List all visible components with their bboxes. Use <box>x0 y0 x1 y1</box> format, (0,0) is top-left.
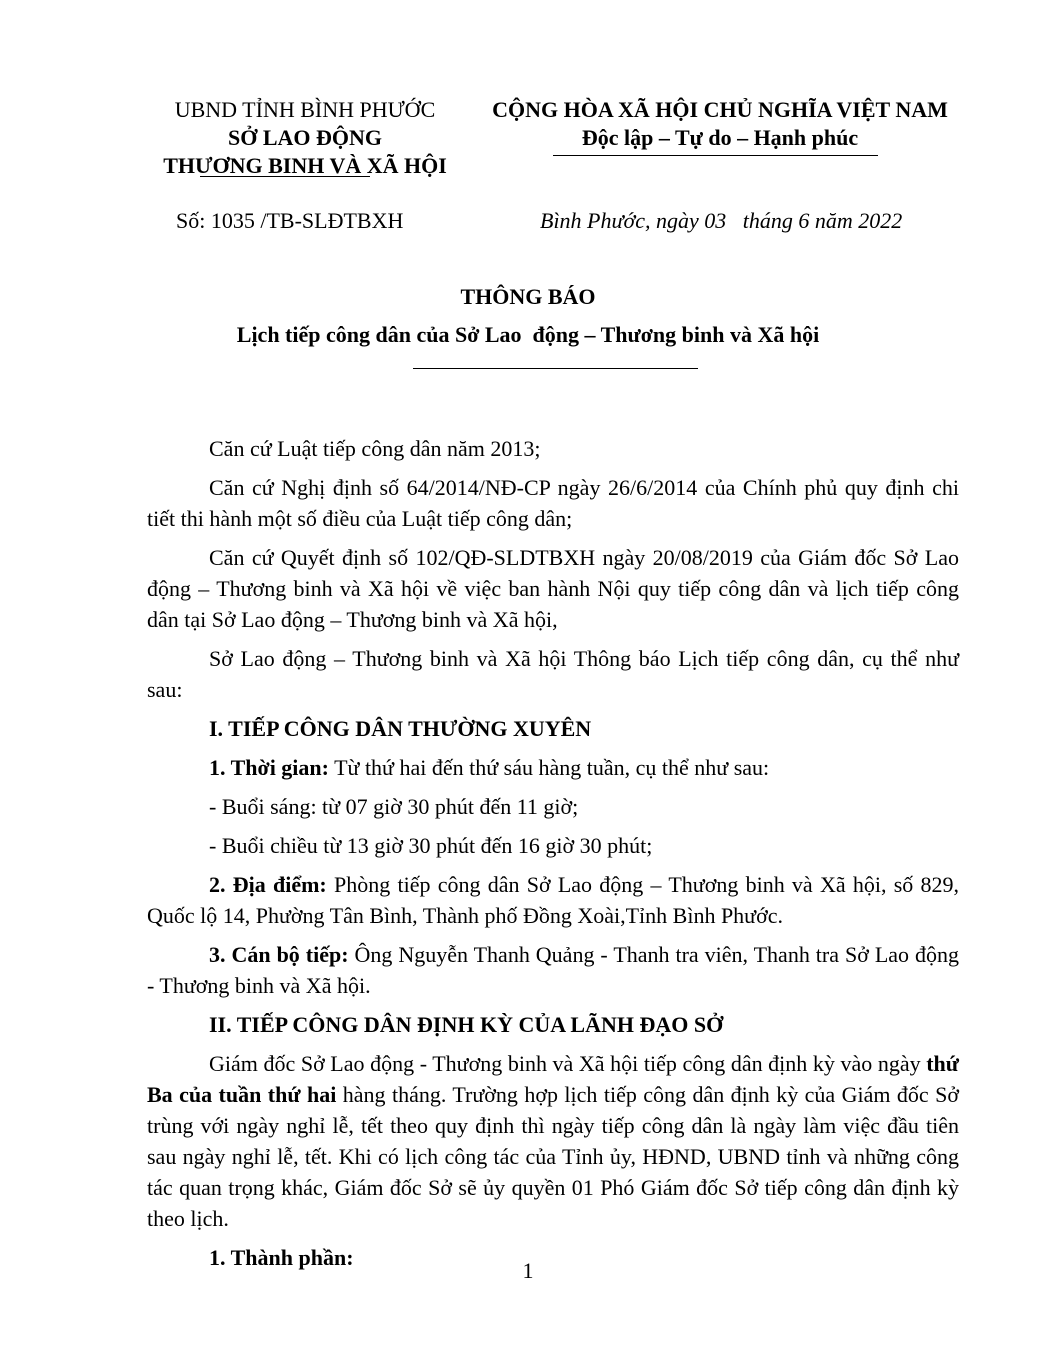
national-title: CỘNG HÒA XÃ HỘI CHỦ NGHĨA VIỆT NAM <box>492 97 948 122</box>
section-heading-regular: I. TIẾP CÔNG DÂN THƯỜNG XUYÊN <box>209 716 592 741</box>
title-underline <box>413 368 698 369</box>
issuing-agency <box>140 96 470 180</box>
paragraph-periodic-schedule: Giám đốc Sở Lao động - Thương binh và Xã hội tiếp công dân định kỳ vào ngày thứ Ba của tuần thứ hai hàng tháng. Trường hợp lịch tiếp công dân định kỳ của Giám đốc Sở trùng với ngày nghỉ lễ, tết theo quy định thì ngày tiếp công dân là ngày làm việc đầu tiên sau ngày nghỉ lễ, tết. Khi có lịch công tác của Tỉnh ủy, HĐND, UBND tỉnh và những công tác quan trọng khác, Giám đốc Sở sẽ ủy quyền 01 Phó Giám đốc Sở tiếp công dân định kỳ theo lịch. <box>147 1051 959 1231</box>
agency-province: UBND TỈNH BÌNH PHƯỚC <box>174 97 436 122</box>
item-morning-hours: - Buổi sáng: từ 07 giờ 30 phút đến 11 giờ; <box>209 794 579 819</box>
document-body <box>147 433 959 1281</box>
paragraph-legal-basis-1: Căn cứ Luật tiếp công dân năm 2013; <box>209 436 541 461</box>
item-time: 1. Thời gian: Từ thứ hai đến thứ sáu hàng tuần, cụ thể như sau: <box>209 755 770 780</box>
national-header <box>470 96 970 152</box>
document-number-value: 1035 <box>210 208 255 233</box>
agency-name-line1: SỞ LAO ĐỘNG <box>227 125 383 150</box>
document-date: Bình Phước, ngày 03 tháng 6 năm 2022 <box>540 208 903 233</box>
document-date-day: 03 <box>704 208 727 233</box>
motto-underline <box>553 155 878 156</box>
page-number: 1 <box>522 1258 534 1283</box>
agency-underline <box>200 176 370 177</box>
document-number: Số: 1035 /TB-SLĐTBXH <box>176 208 404 233</box>
item-location: 2. Địa điểm: Phòng tiếp công dân Sở Lao động – Thương binh và Xã hội, số 829, Quốc lộ 14, Phường Tân Bình, Thành phố Đồng Xoài,Tỉnh Bình Phước. <box>147 872 959 928</box>
item-officer: 3. Cán bộ tiếp: Ông Nguyễn Thanh Quảng - Thanh tra viên, Thanh tra Sở Lao động - Thương binh và Xã hội. <box>147 942 959 998</box>
section-heading-periodic: II. TIẾP CÔNG DÂN ĐỊNH KỲ CỦA LÃNH ĐẠO SỞ <box>209 1012 724 1037</box>
item-afternoon-hours: - Buổi chiều từ 13 giờ 30 phút đến 16 giờ 30 phút; <box>209 833 653 858</box>
national-motto: Độc lập – Tự do – Hạnh phúc <box>581 125 859 150</box>
agency-name-line2: THƯƠNG BINH VÀ XÃ HỘI <box>163 153 447 178</box>
document-title: THÔNG BÁO <box>460 284 596 309</box>
item-composition: 1. Thành phần: <box>209 1245 354 1270</box>
paragraph-legal-basis-3: Căn cứ Quyết định số 102/QĐ-SLDTBXH ngày 20/08/2019 của Giám đốc Sở Lao động – Thương binh và Xã hội về việc ban hành Nội quy tiếp công dân và lịch tiếp công dân tại Sở Lao động – Thương binh và Xã hội, <box>147 545 959 632</box>
document-subtitle: Lịch tiếp công dân của Sở Lao động – Thương binh và Xã hội <box>236 322 820 347</box>
paragraph-legal-basis-2: Căn cứ Nghị định số 64/2014/NĐ-CP ngày 26/6/2014 của Chính phủ quy định chi tiết thi hành một số điều của Luật tiếp công dân; <box>147 475 959 531</box>
paragraph-announcement: Sở Lao động – Thương binh và Xã hội Thông báo Lịch tiếp công dân, cụ thể như sau: <box>147 646 959 702</box>
